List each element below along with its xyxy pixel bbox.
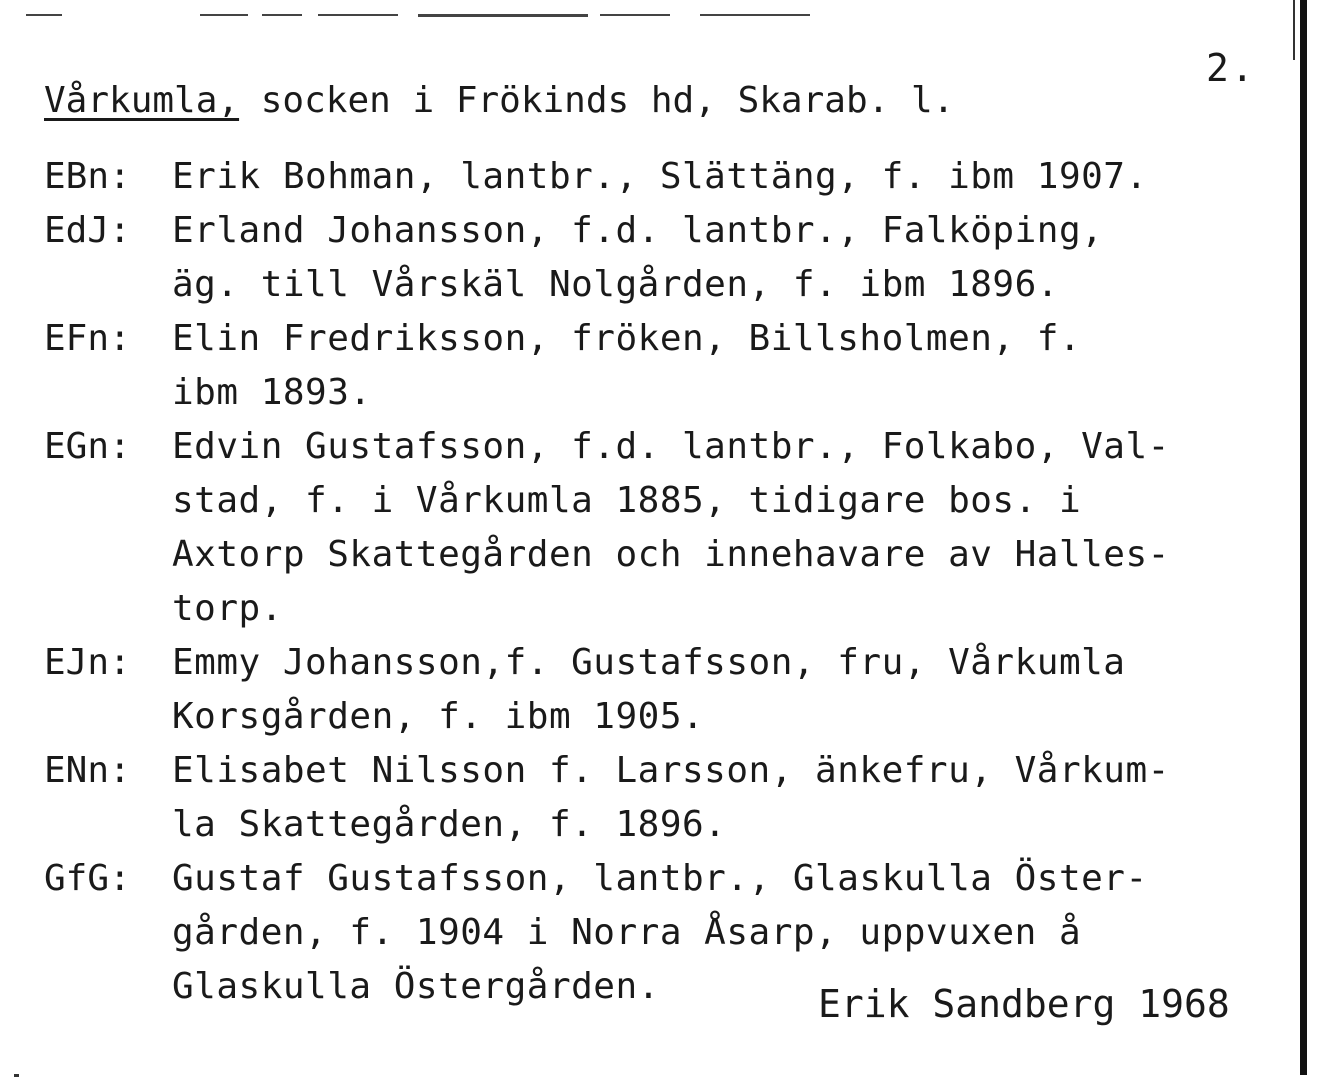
entry-code: EBn: — [44, 156, 131, 197]
entry-line: Glaskulla Östergården. — [172, 966, 660, 1007]
card-right-edge — [1300, 0, 1307, 1075]
card-right-edge-mark — [1293, 0, 1295, 60]
entry-line: torp. — [172, 588, 283, 629]
entry-code: ENn: — [44, 750, 131, 791]
entry-list — [44, 150, 1284, 1014]
card-title — [44, 80, 954, 121]
entry — [44, 312, 1284, 420]
entry-code: EdJ: — [44, 210, 131, 251]
entry-line: Elisabet Nilsson f. Larsson, änkefru, Vårkum- — [172, 750, 1170, 791]
scan-speck — [14, 1074, 19, 1077]
entry-line: ibm 1893. — [172, 372, 372, 413]
entry-line: stad, f. i Vårkumla 1885, tidigare bos. i — [172, 480, 1082, 521]
entry-line: äg. till Vårskäl Nolgården, f. ibm 1896. — [172, 264, 1059, 305]
entry — [44, 204, 1284, 312]
entry-code: GfG: — [44, 858, 131, 899]
entry-line: Gustaf Gustafsson, lantbr., Glaskulla Öster- — [172, 858, 1148, 899]
card-number: 2. — [1206, 46, 1256, 90]
entry-line: Erland Johansson, f.d. lantbr., Falköping, — [172, 210, 1104, 251]
entry-line: Emmy Johansson,f. Gustafsson, fru, Vårkumla — [172, 642, 1126, 683]
entry-code: EFn: — [44, 318, 131, 359]
title-description: socken i Frökinds hd, Skarab. l. — [239, 80, 955, 121]
entry-line: Erik Bohman, lantbr., Slättäng, f. ibm 1907. — [172, 156, 1148, 197]
signature: Erik Sandberg 1968 — [818, 982, 1230, 1026]
entry-line: gården, f. 1904 i Norra Åsarp, uppvuxen å — [172, 912, 1082, 953]
entry-code: EGn: — [44, 426, 131, 467]
scan-edge-marks — [0, 14, 1290, 18]
entry — [44, 150, 1284, 204]
entry-code: EJn: — [44, 642, 131, 683]
entry-line: Axtorp Skattegården och innehavare av Halles- — [172, 534, 1170, 575]
entry — [44, 636, 1284, 744]
entry-line: Korsgården, f. ibm 1905. — [172, 696, 705, 737]
entry — [44, 420, 1284, 636]
entry-line: Elin Fredriksson, fröken, Billsholmen, f. — [172, 318, 1082, 359]
entry — [44, 744, 1284, 852]
entry-line: Edvin Gustafsson, f.d. lantbr., Folkabo, Val- — [172, 426, 1170, 467]
title-place: Vårkumla, — [44, 80, 240, 121]
entry-line: la Skattegården, f. 1896. — [172, 804, 727, 845]
